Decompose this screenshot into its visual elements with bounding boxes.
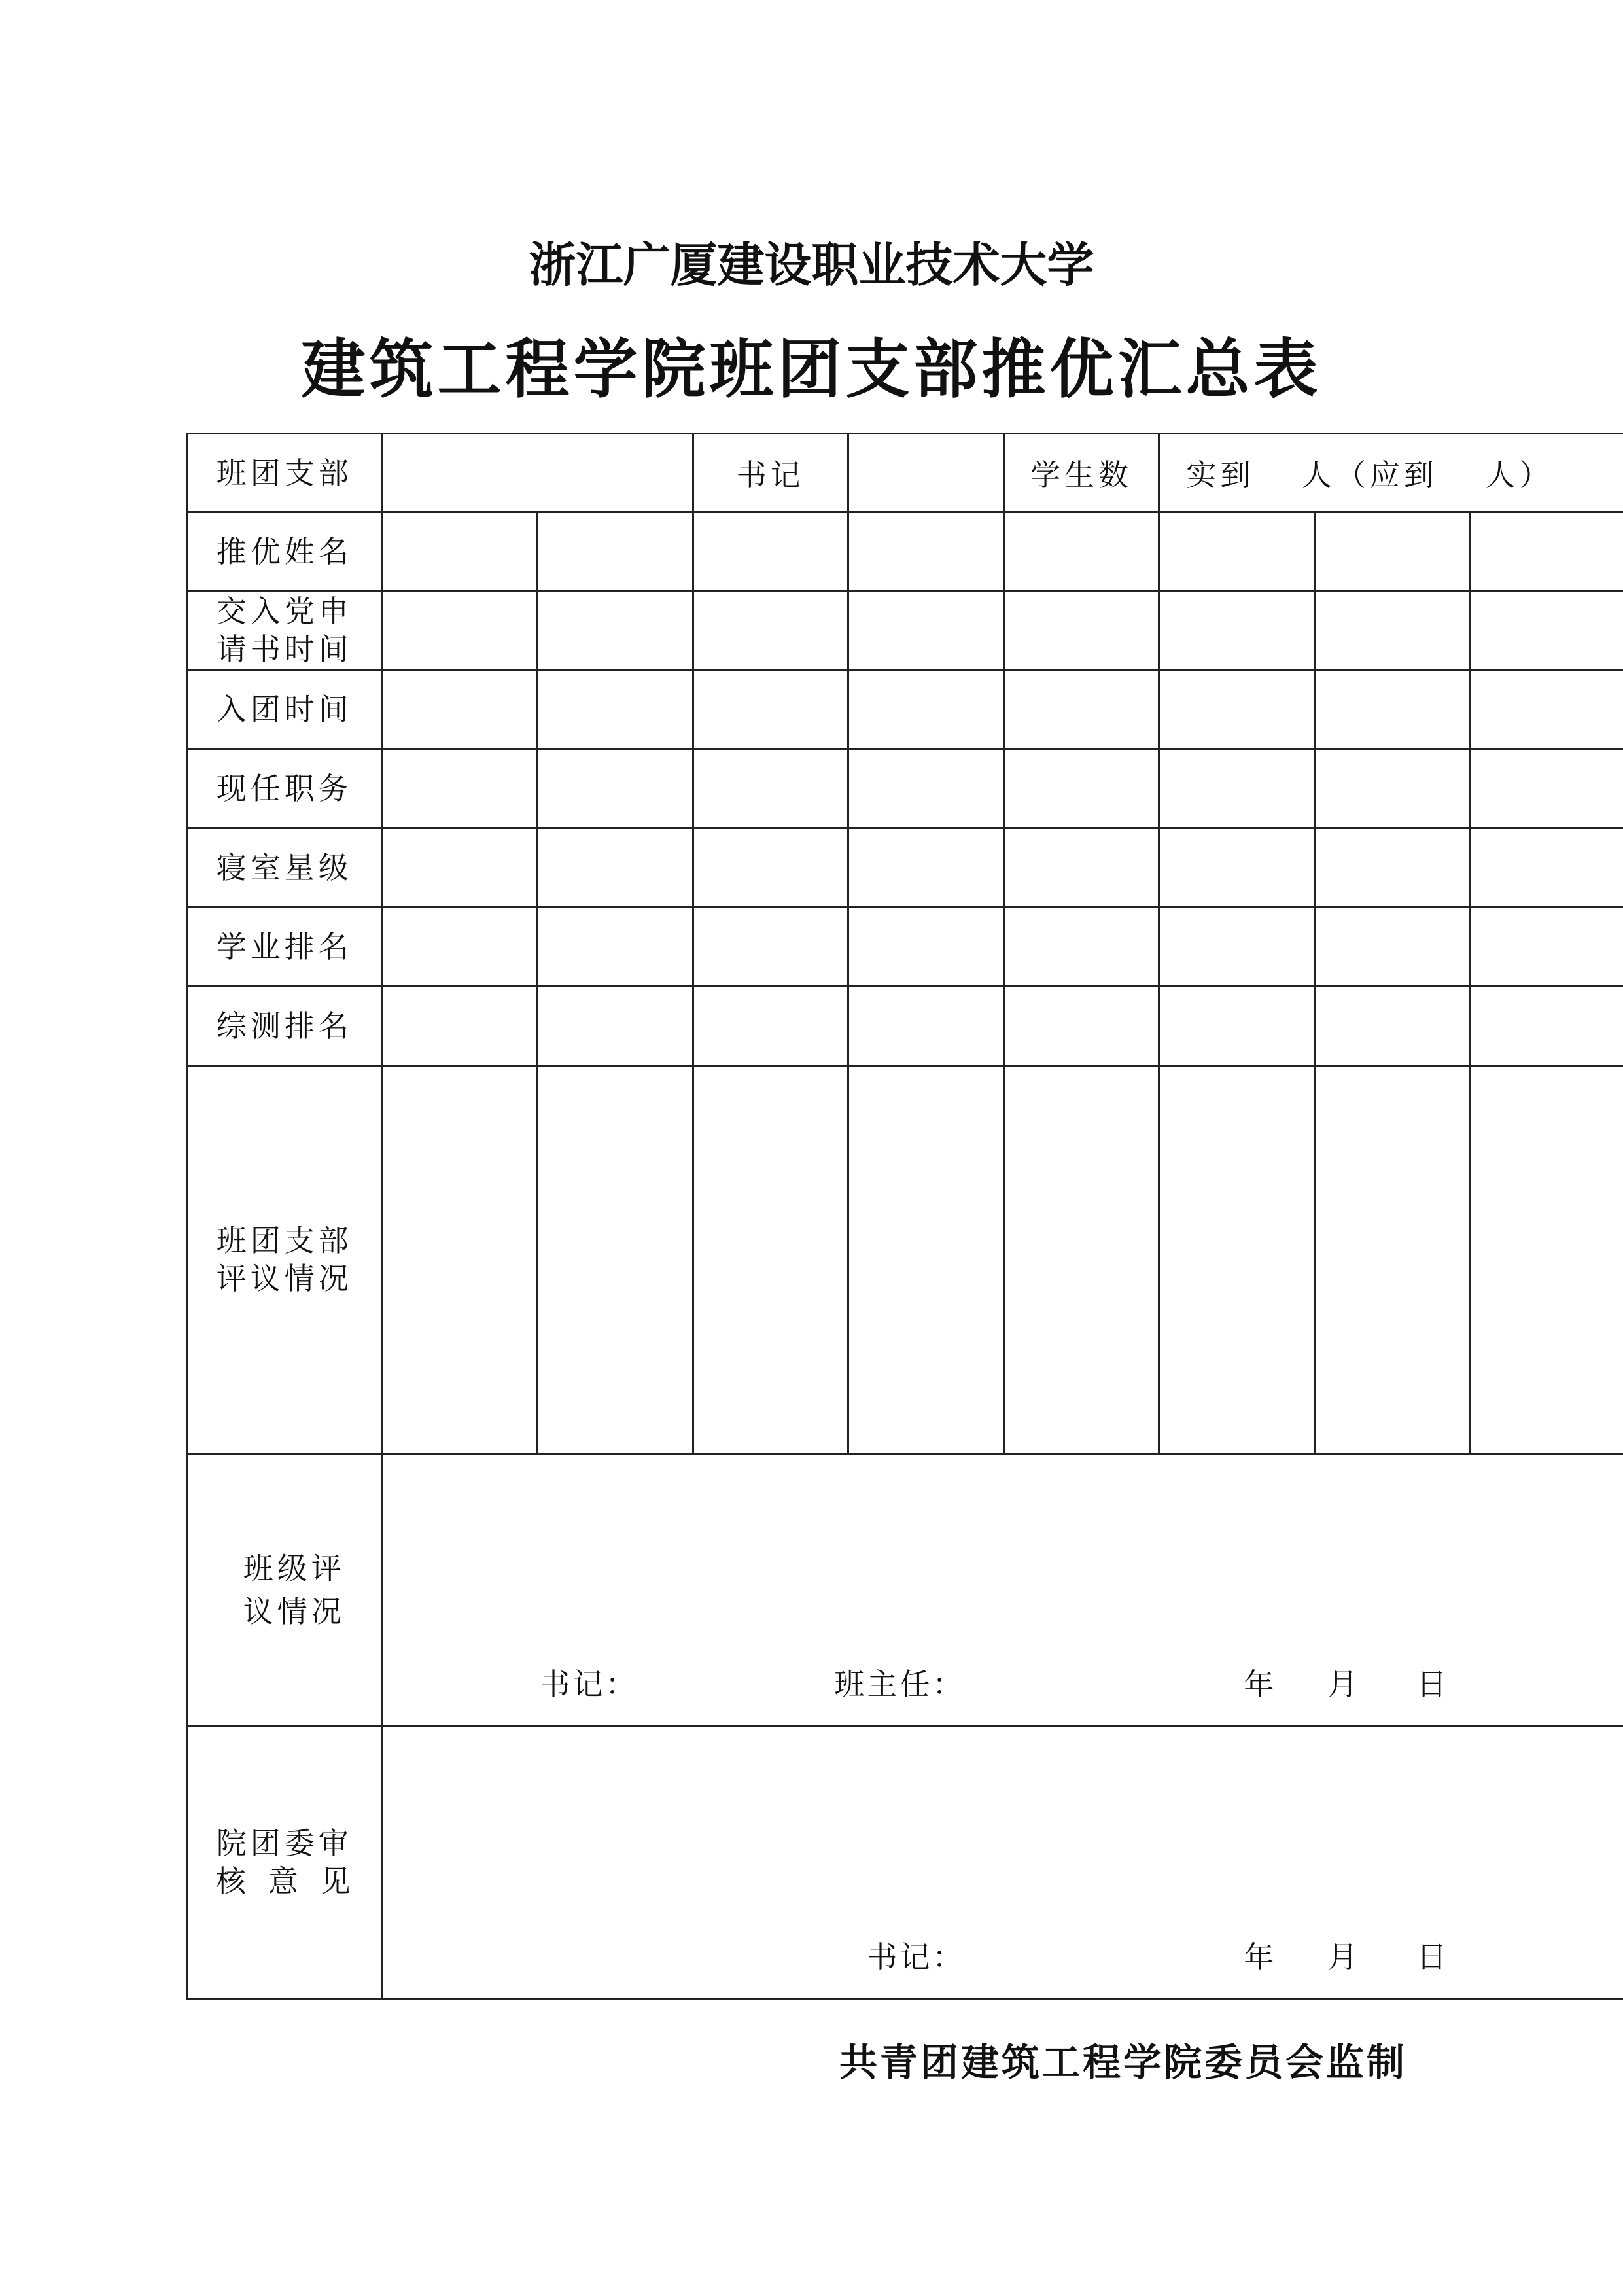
cell[interactable]	[848, 1066, 1004, 1454]
cell[interactable]	[848, 512, 1004, 591]
secretary-signature-label: 书记：	[867, 1939, 966, 1975]
cell[interactable]	[1159, 908, 1315, 987]
day-label: 日	[1416, 1939, 1450, 1975]
cell[interactable]	[1314, 828, 1470, 908]
cell[interactable]	[382, 670, 538, 749]
cell[interactable]	[1159, 749, 1315, 828]
branch-label: 班团支部	[187, 434, 382, 512]
cell[interactable]	[537, 908, 693, 987]
row-label-dorm: 寝室星级	[187, 828, 382, 908]
row-label-position: 现任职务	[187, 749, 382, 828]
cell[interactable]	[537, 749, 693, 828]
cell[interactable]	[382, 512, 538, 591]
cell[interactable]	[848, 591, 1004, 670]
cell[interactable]	[1470, 591, 1623, 670]
year-label: 年	[1244, 1667, 1277, 1702]
cell[interactable]	[537, 828, 693, 908]
cell[interactable]	[693, 749, 848, 828]
cell[interactable]	[693, 987, 848, 1066]
cell[interactable]	[693, 828, 848, 908]
row-label-join-league: 入团时间	[187, 670, 382, 749]
students-label: 学生数	[1003, 434, 1159, 512]
row-label-line: 院团委审	[216, 1826, 353, 1861]
cell[interactable]	[1003, 828, 1159, 908]
class-review-content[interactable]	[382, 1454, 1623, 1726]
cell[interactable]	[693, 591, 848, 670]
cell[interactable]	[1470, 670, 1623, 749]
cell[interactable]	[1314, 987, 1470, 1066]
row-label-class-review	[187, 1454, 382, 1726]
cell[interactable]	[1159, 1066, 1315, 1454]
cell[interactable]	[382, 749, 538, 828]
cell[interactable]	[1470, 908, 1623, 987]
row-label-name: 推优姓名	[187, 512, 382, 591]
cell[interactable]	[1314, 749, 1470, 828]
table-row	[187, 1066, 1623, 1454]
cell[interactable]	[1470, 828, 1623, 908]
table-row	[187, 512, 1623, 591]
table-row	[187, 1454, 1623, 1726]
college-review-signature-row	[383, 1934, 1623, 1973]
cell[interactable]	[1159, 512, 1315, 591]
month-label: 月	[1327, 1939, 1361, 1975]
cell[interactable]	[1470, 987, 1623, 1066]
cell[interactable]	[537, 591, 693, 670]
cell[interactable]	[693, 908, 848, 987]
cell[interactable]	[1159, 591, 1315, 670]
cell[interactable]	[382, 591, 538, 670]
cell[interactable]	[1003, 987, 1159, 1066]
issuer-footer: 共青团建筑工程学院委员会监制	[839, 2040, 1407, 2085]
cell[interactable]	[382, 908, 538, 987]
branch-input[interactable]	[382, 434, 693, 512]
row-label-college-review	[187, 1726, 382, 1999]
university-name: 浙江广厦建设职业技术大学	[529, 237, 1094, 292]
cell[interactable]	[1159, 987, 1315, 1066]
cell[interactable]	[1159, 828, 1315, 908]
cell[interactable]	[1003, 591, 1159, 670]
row-label-line: 班级评	[243, 1550, 345, 1586]
cell[interactable]	[848, 828, 1004, 908]
cell[interactable]	[1314, 1066, 1470, 1454]
secretary-input[interactable]	[848, 434, 1004, 512]
cell[interactable]	[1003, 670, 1159, 749]
cell[interactable]	[848, 749, 1004, 828]
row-label-application-time	[187, 591, 382, 670]
row-label-comprehensive-rank: 综测排名	[187, 987, 382, 1066]
cell[interactable]	[537, 670, 693, 749]
cell[interactable]	[1003, 908, 1159, 987]
cell[interactable]	[537, 512, 693, 591]
table-row	[187, 749, 1623, 828]
table-row	[187, 434, 1623, 512]
table-row	[187, 670, 1623, 749]
cell[interactable]	[1003, 749, 1159, 828]
secretary-signature-label: 书记：	[540, 1667, 638, 1702]
day-label: 日	[1416, 1667, 1450, 1702]
row-label-line: 议情况	[243, 1593, 345, 1629]
cell[interactable]	[1470, 512, 1623, 591]
cell[interactable]	[1314, 591, 1470, 670]
cell[interactable]	[693, 670, 848, 749]
cell[interactable]	[693, 1066, 848, 1454]
cell[interactable]	[1470, 1066, 1623, 1454]
cell[interactable]	[1003, 1066, 1159, 1454]
row-label-branch-review	[187, 1066, 382, 1454]
cell[interactable]	[1470, 749, 1623, 828]
nomination-summary-table	[186, 433, 1623, 2000]
row-label-line: 班团支部	[216, 1223, 353, 1258]
cell[interactable]	[1003, 512, 1159, 591]
cell[interactable]	[693, 512, 848, 591]
cell[interactable]	[848, 908, 1004, 987]
cell[interactable]	[1314, 670, 1470, 749]
row-label-line: 评议情况	[216, 1261, 353, 1296]
attendance-field[interactable]: 实到 人（应到 人）	[1159, 434, 1623, 512]
table-row	[187, 908, 1623, 987]
year-label: 年	[1244, 1939, 1277, 1975]
cell[interactable]	[537, 987, 693, 1066]
cell[interactable]	[537, 1066, 693, 1454]
row-label-academic-rank: 学业排名	[187, 908, 382, 987]
cell[interactable]	[848, 987, 1004, 1066]
cell[interactable]	[1314, 908, 1470, 987]
cell[interactable]	[848, 670, 1004, 749]
cell[interactable]	[1159, 670, 1315, 749]
college-review-content[interactable]	[382, 1726, 1623, 1999]
cell[interactable]	[382, 987, 538, 1066]
row-label-line: 交入党申	[216, 593, 353, 629]
row-label-line: 请书时间	[216, 631, 353, 667]
cell[interactable]	[382, 828, 538, 908]
head-teacher-signature-label: 班主任：	[834, 1667, 966, 1702]
table-row	[187, 828, 1623, 908]
table-row	[187, 1726, 1623, 1999]
class-review-signature-row	[383, 1661, 1623, 1700]
month-label: 月	[1327, 1667, 1361, 1702]
form-title: 建筑工程学院班团支部推优汇总表	[301, 332, 1322, 407]
cell[interactable]	[1314, 512, 1470, 591]
secretary-label: 书记	[693, 434, 848, 512]
table-row	[187, 987, 1623, 1066]
row-label-line: 核意见	[215, 1863, 373, 1899]
cell[interactable]	[382, 1066, 538, 1454]
table-row	[187, 591, 1623, 670]
